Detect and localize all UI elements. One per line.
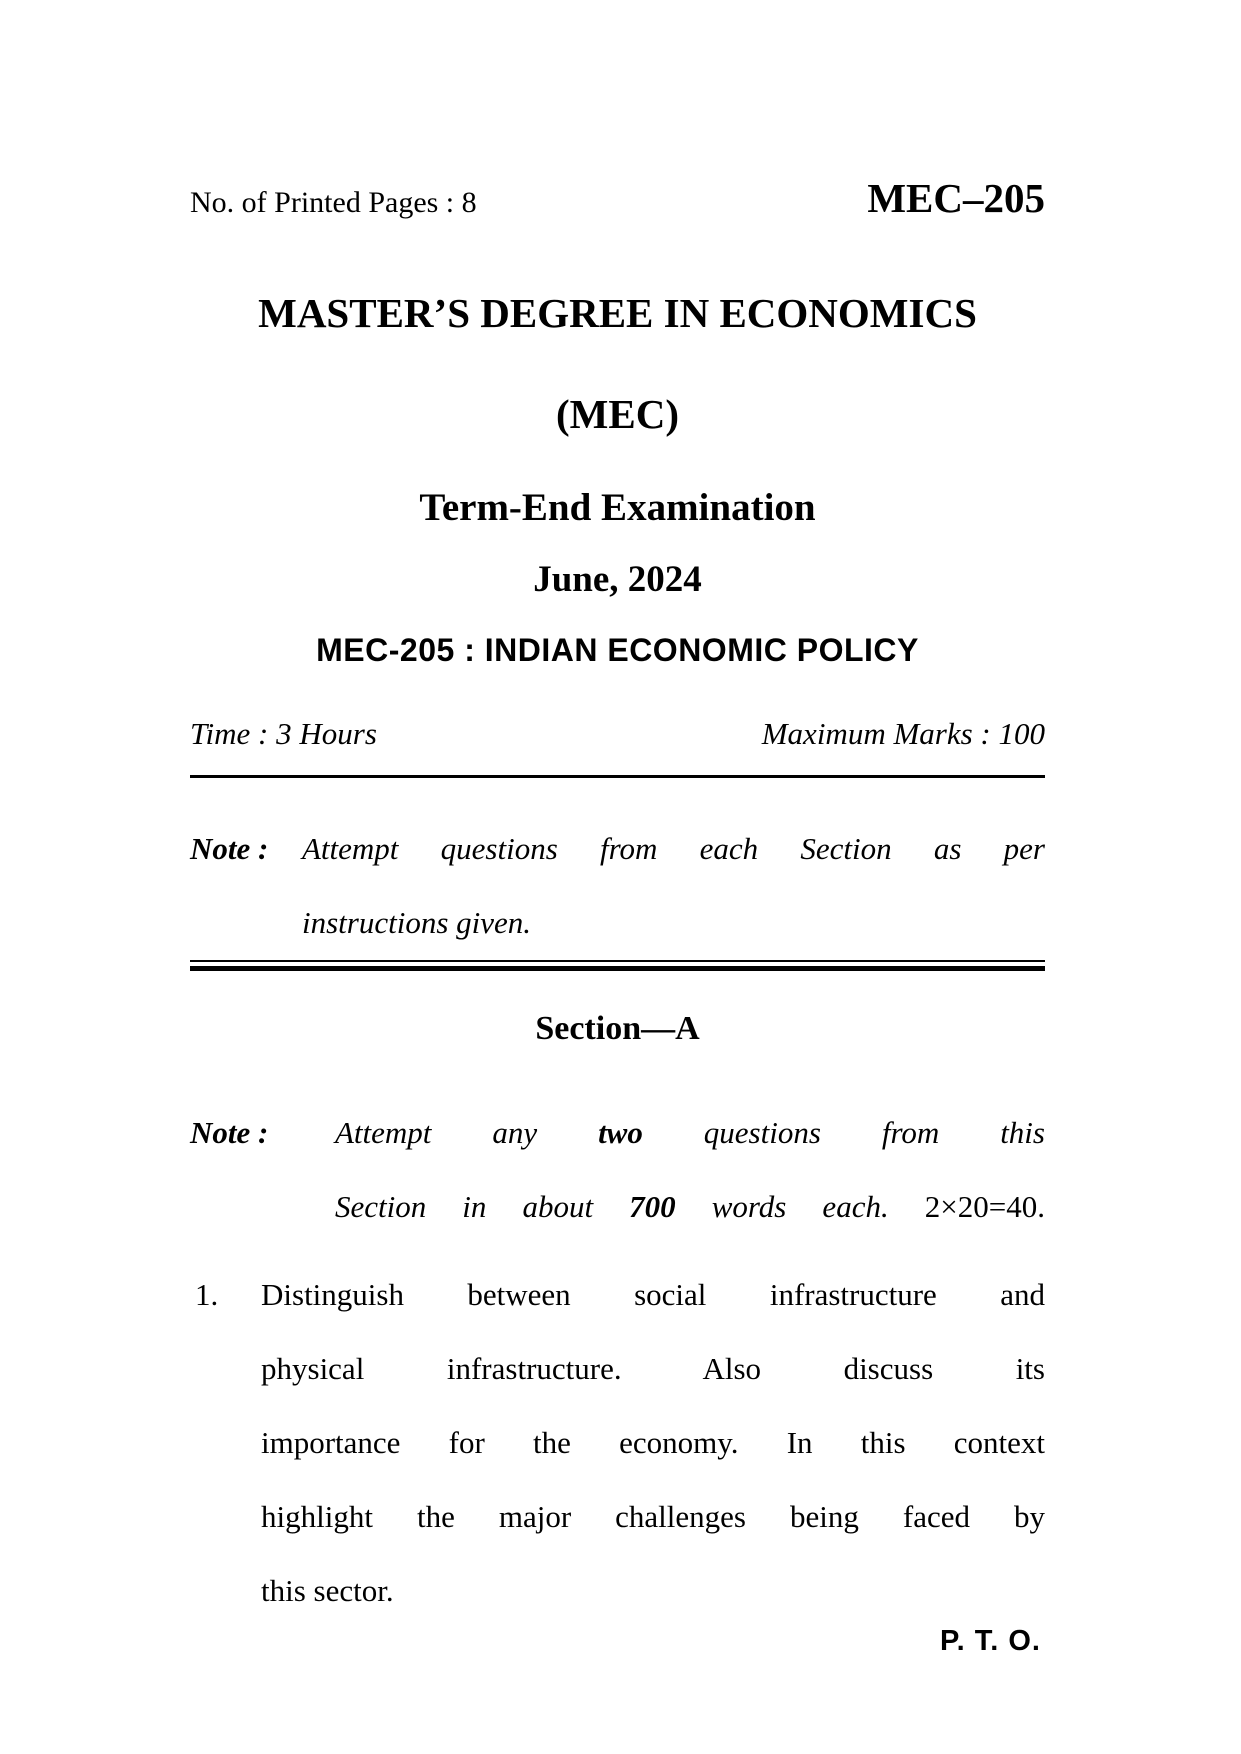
- general-note-body: [302, 812, 1045, 960]
- text-line: [261, 1554, 1045, 1628]
- text-segment: physical infrastructure. Also discuss its: [261, 1351, 1045, 1387]
- text-line: [335, 1096, 1045, 1170]
- degree-title: MASTER’S DEGREE IN ECONOMICS: [258, 290, 977, 337]
- exam-date: June, 2024: [533, 559, 702, 601]
- marks-text: 2×20=40.: [924, 1189, 1045, 1225]
- text-segment: Attempt questions from each Section as per: [302, 831, 1045, 867]
- text-segment: importance for the economy. In this context: [261, 1425, 1045, 1461]
- program-abbreviation: (MEC): [556, 391, 679, 438]
- section-a-note-body: [335, 1096, 1045, 1244]
- text-segment: words each.: [675, 1189, 925, 1225]
- single-rule: [190, 775, 1045, 778]
- page-header: [190, 0, 1045, 221]
- text-line: [302, 886, 1045, 960]
- text-segment: questions from this: [642, 1115, 1045, 1151]
- printed-pages-label: No. of Printed Pages : 8: [190, 186, 477, 219]
- question-1: [190, 1258, 1045, 1628]
- text-segment: Section in about: [335, 1189, 630, 1225]
- question-number: 1.: [195, 1277, 219, 1313]
- exam-title: Term-End Examination: [419, 486, 816, 530]
- paper-code: MEC–205: [867, 175, 1045, 221]
- text-segment: instructions given.: [302, 905, 532, 941]
- section-a-note: [190, 1096, 1045, 1244]
- text-line: [261, 1332, 1045, 1406]
- text-line: [302, 812, 1045, 886]
- emphasis-text: two: [598, 1115, 643, 1151]
- text-segment: highlight the major challenges being faced by: [261, 1499, 1045, 1535]
- course-title: MEC-205 : INDIAN ECONOMIC POLICY: [316, 631, 919, 668]
- text-segment: Distinguish between social infrastructure and: [261, 1277, 1045, 1313]
- pto-label: P. T. O.: [940, 1625, 1041, 1657]
- general-note: [190, 812, 1045, 960]
- emphasis-text: 700: [629, 1189, 676, 1225]
- text-line: [261, 1406, 1045, 1480]
- time-allowed: Time : 3 Hours: [190, 716, 377, 752]
- section-a-heading: Section—A: [535, 1010, 700, 1048]
- double-rule: [190, 960, 1045, 971]
- time-marks-row: [190, 715, 1045, 752]
- note-label: Note :: [190, 831, 269, 867]
- text-segment: this sector.: [261, 1573, 394, 1609]
- text-line: [261, 1258, 1045, 1332]
- text-line: [335, 1170, 1045, 1244]
- note-label: Note :: [190, 1115, 269, 1151]
- maximum-marks: Maximum Marks : 100: [761, 716, 1045, 752]
- text-segment: Attempt any: [335, 1115, 599, 1151]
- text-line: [261, 1480, 1045, 1554]
- question-1-text: [261, 1258, 1045, 1628]
